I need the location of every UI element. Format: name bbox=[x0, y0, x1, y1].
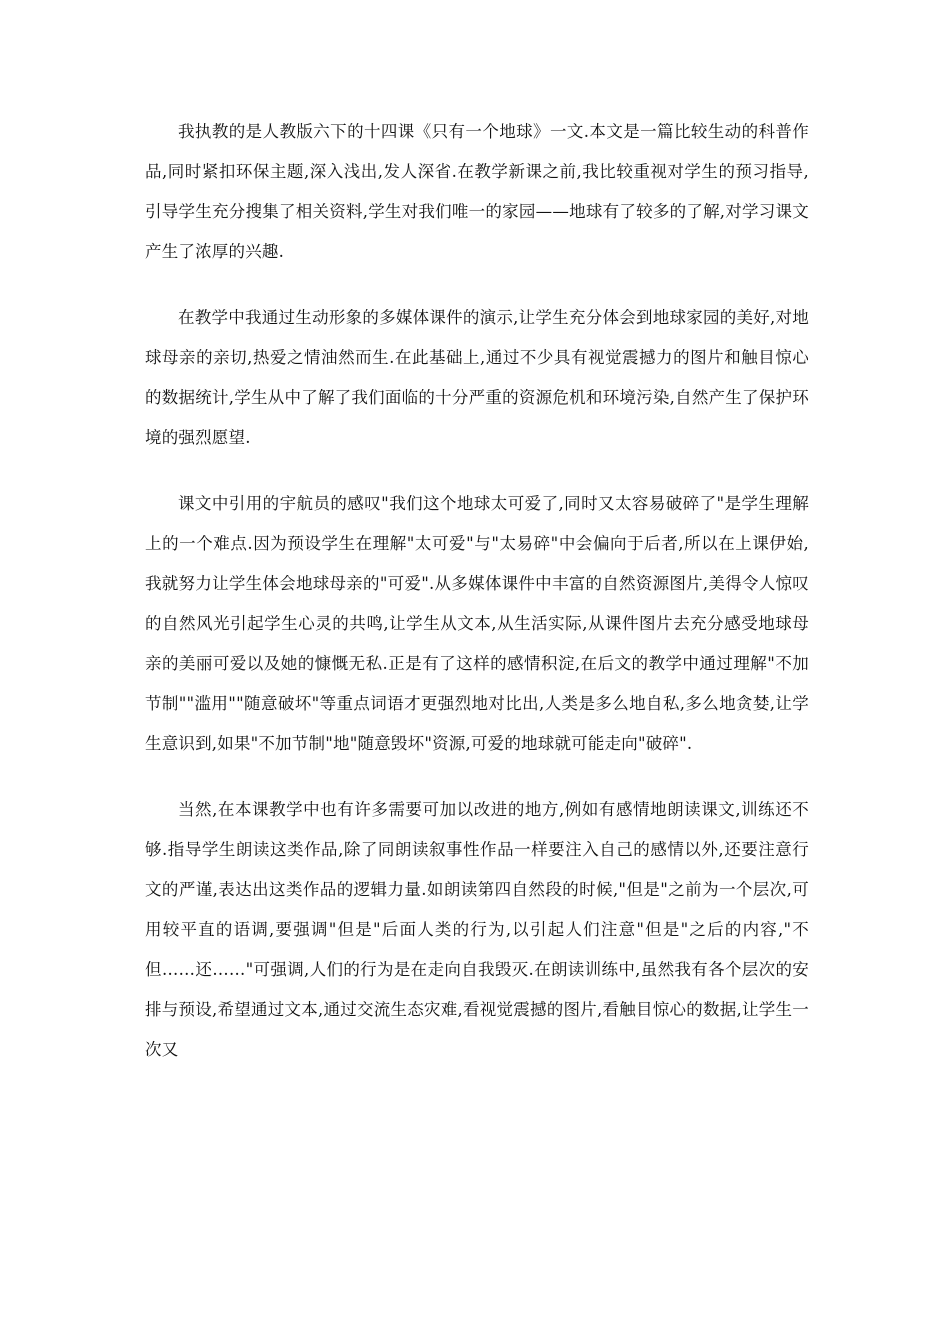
paragraph-1: 我执教的是人教版六下的十四课《只有一个地球》一文.本文是一篇比较生动的科普作品,同时紧扣环保主题,深入浅出,发人深省.在教学新课之前,我比较重视对学生的预习指导,引导学生充分搜集了相关资料,学生对我们唯一的家园——地球有了较多的了解,对学习课文产生了浓厚的兴趣. bbox=[145, 122, 809, 261]
paragraph-3: 课文中引用的宇航员的感叹"我们这个地球太可爱了,同时又太容易破碎了"是学生理解上的一个难点.因为预设学生在理解"太可爱"与"太易碎"中会偏向于后者,所以在上课伊始,我就努力让学生体会地球母亲的"可爱".从多媒体课件中丰富的自然资源图片,美得令人惊叹的自然风光引起学生心灵的共鸣,让学生从文本,从生活实际,从课件图片去充分感受地球母亲的美丽可爱以及她的慷慨无私.正是有了这样的感情积淀,在后文的教学中通过理解"不加节制""滥用""随意破坏"等重点词语才更强烈地对比出,人类是多么地自私,多么地贪婪,让学生意识到,如果"不加节制"地"随意毁坏"资源,可爱的地球就可能走向"破碎". bbox=[145, 494, 809, 753]
paragraph-2: 在教学中我通过生动形象的多媒体课件的演示,让学生充分体会到地球家园的美好,对地球母亲的亲切,热爱之情油然而生.在此基础上,通过不少具有视觉震撼力的图片和触目惊心的数据统计,学生从中了解了我们面临的十分严重的资源危机和环境污染,自然产生了保护环境的强烈愿望. bbox=[145, 308, 809, 447]
paragraph-4: 当然,在本课教学中也有许多需要可加以改进的地方,例如有感情地朗读课文,训练还不够.指导学生朗读这类作品,除了同朗读叙事性作品一样要注入自己的感情以外,还要注意行文的严谨,表达出这类作品的逻辑力量.如朗读第四自然段的时候,"但是"之前为一个层次,可用较平直的语调,要强调"但是"后面人类的行为,以引起人们注意"但是"之后的内容,"不但……还……"可强调,人们的行为是在走向自我毁灭.在朗读训练中,虽然我有各个层次的安排与预设,希望通过文本,通过交流生态灾难,看视觉震撼的图片,看触目惊心的数据,让学生一次又 bbox=[145, 800, 809, 1059]
document-body bbox=[145, 112, 809, 1070]
